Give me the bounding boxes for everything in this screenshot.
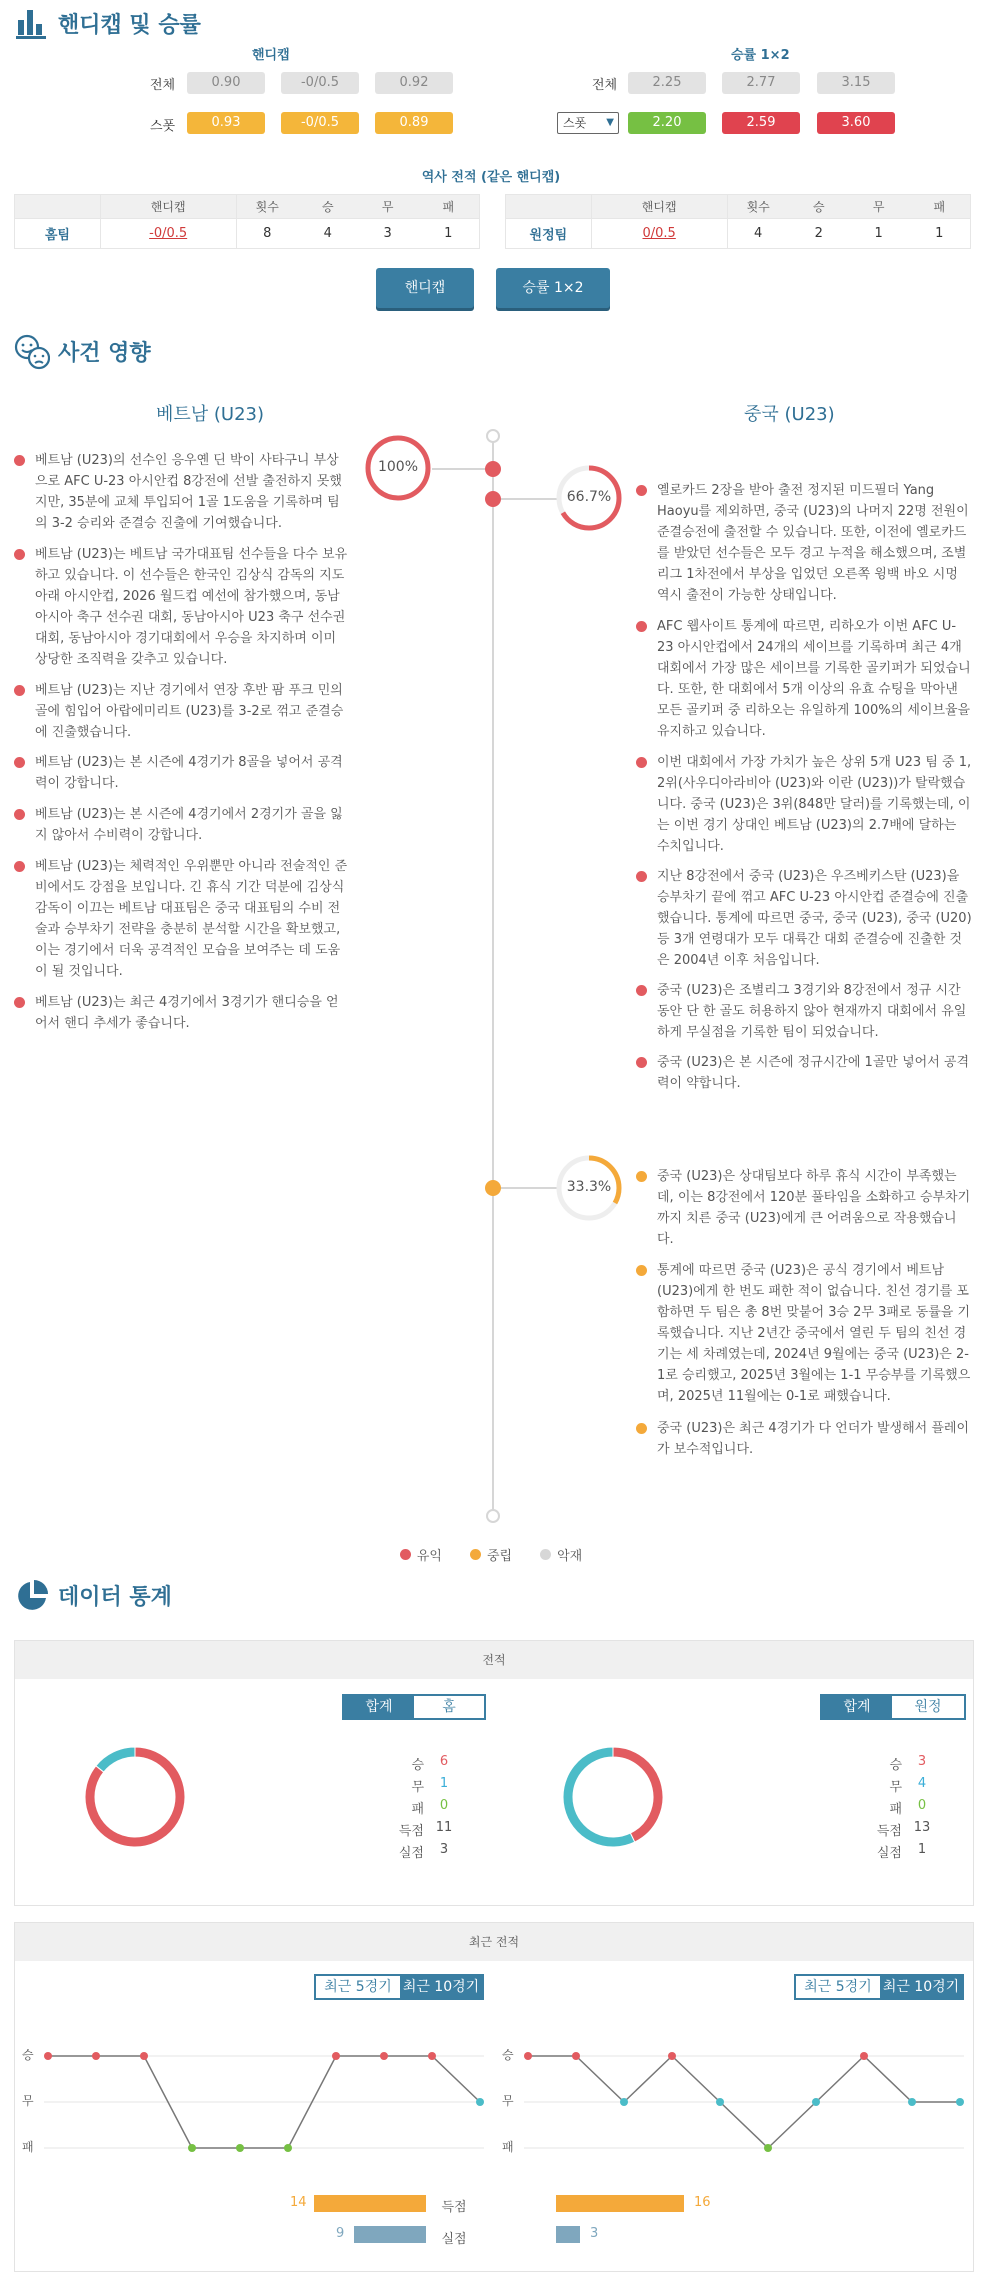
winrate-total-draw: 2.77: [722, 72, 800, 94]
draw-value: 1: [849, 219, 909, 249]
home-ring-connector: [432, 468, 486, 470]
row-label-total: 전체: [150, 78, 176, 93]
stat-label: 득점: [876, 1824, 902, 1839]
stat-row: [388, 1820, 464, 1839]
away-trend-chart: [524, 2040, 964, 2152]
stat-value: 0: [917, 1798, 927, 1813]
result-point: [236, 2144, 244, 2152]
stat-row: [866, 1754, 942, 1773]
team-name: 원정팀: [506, 219, 592, 249]
positive-bullet: [636, 1057, 647, 1068]
handicap-spot-home: 0.93: [187, 112, 265, 134]
stat-label: 무: [889, 1780, 902, 1795]
pie-chart-icon: [14, 1578, 48, 1612]
neutral-bullet: [636, 1265, 647, 1276]
impact-legend: [0, 1545, 982, 1564]
result-point: [764, 2144, 772, 2152]
y-label-win: 승: [502, 2048, 514, 2062]
home-team-heading: 베트남 (U23): [156, 404, 265, 425]
winrate-total-home: 2.25: [628, 72, 706, 94]
list-item: 베트남 (U23)는 지난 경기에서 연장 후반 팜 푸크 민의 골에 힘입어 아랍에미리트 (U23)를 3-2로 꺾고 준결승에 진출했습니다.: [14, 680, 348, 743]
faces-icon: [14, 334, 48, 368]
col-win: 승: [298, 195, 358, 219]
result-point: [428, 2052, 436, 2060]
home-record-toggle: [342, 1694, 486, 1720]
home-trend-chart: [44, 2040, 484, 2152]
list-item: 베트남 (U23)는 최근 4경기에서 3경기가 핸디승을 얻어서 핸디 추세가 좋습니다.: [14, 992, 348, 1034]
bookmaker-select[interactable]: [557, 112, 619, 134]
result-point: [284, 2144, 292, 2152]
list-item: 베트남 (U23)는 베트남 국가대표팀 선수들을 다수 보유하고 있습니다. 이 선수들은 한국인 김상식 감독의 지도 아래 아시안컵, 2026 월드컵 예선에 참가했으며, 동남아시아 축구 선수권 대회, 동남아시아 U23 축구 선수권 대회, 동남아시아 경기대회에서 우승을 차지하며 이미 상당한 조직력을 갖추고 있습니다.: [14, 544, 348, 670]
team-name: 홈팀: [15, 219, 101, 249]
away-team-heading: 중국 (U23): [744, 404, 835, 425]
stat-label: 득점: [398, 1824, 424, 1839]
toggle-last5[interactable]: 최근 5경기: [316, 1976, 400, 1998]
donut-draw-segment: [96, 1747, 135, 1772]
winrate-spot-away: 3.60: [817, 112, 895, 134]
positive-bullet: [14, 549, 25, 560]
history-title: 역사 전적 (같은 핸디캡): [421, 170, 561, 185]
y-label-draw: 무: [22, 2094, 34, 2108]
list-item: 중국 (U23)은 상대팀보다 하루 휴식 시간이 부족했는데, 이는 8강전에서 120분 풀타임을 소화하고 승부차기까지 치른 중국 (U23)에게 큰 어려움으로 작용했습니다.: [636, 1166, 972, 1250]
col-draw: 무: [849, 195, 909, 219]
handicap-link[interactable]: -0/0.5: [149, 226, 188, 241]
positive-bullet: [636, 621, 647, 632]
handicap-button[interactable]: 핸디캡: [376, 268, 474, 308]
winrate-total-away: 3.15: [817, 72, 895, 94]
toggle-total[interactable]: 합계: [344, 1696, 414, 1718]
result-point: [140, 2052, 148, 2060]
count-value: 8: [236, 219, 298, 249]
panel-title: 전적: [15, 1641, 973, 1679]
history-table-home: [14, 194, 480, 249]
stat-label: 패: [889, 1802, 902, 1817]
col-draw: 무: [358, 195, 418, 219]
stat-value: 4: [917, 1776, 927, 1791]
away-conceded-bar: [556, 2226, 580, 2243]
col-handicap: 핸디캡: [591, 195, 727, 219]
list-item: 중국 (U23)은 조별리그 3경기와 8강전에서 정규 시간 동안 단 한 골도 허용하지 않아 현재까지 대회에서 유일하게 무실점을 기록한 팀이 되었습니다.: [636, 980, 972, 1043]
away-conceded-value: 3: [590, 2226, 599, 2241]
stat-value: 3: [439, 1842, 449, 1857]
list-item: 베트남 (U23)는 본 시즌에 4경기가 8골을 넣어서 공격력이 강합니다.: [14, 752, 348, 794]
stat-value: 0: [439, 1798, 449, 1813]
list-item: 옐로카드 2장을 받아 출전 정지된 미드필더 Yang Haoyu를 제외하면, 중국 (U23)의 나머지 22명 전원이 준결승전에 출전할 수 있습니다. 또한, 이전에 옐로카드를 받았던 선수들은 모두 경고 누적을 해소했으며, 조별리그 1차전에서 부상을 입었던 오른쪽 윙백 바오 시멍 역시 출전이 가능한 상태입니다.: [636, 480, 972, 606]
stat-row: [866, 1798, 942, 1817]
positive-bullet: [14, 861, 25, 872]
timeline-start: [486, 429, 500, 443]
history-table-away: [505, 194, 971, 249]
table-row: [15, 219, 480, 249]
handicap-spot-line: -0/0.5: [281, 112, 359, 134]
result-point: [716, 2098, 724, 2106]
stat-row: [866, 1776, 942, 1795]
home-positive-node: [485, 461, 501, 477]
winrate-button[interactable]: 승률 1×2: [496, 268, 610, 308]
row-label-total: 전체: [592, 78, 618, 93]
stat-row: [388, 1798, 464, 1817]
col-win: 승: [789, 195, 849, 219]
away-positive-node: [485, 491, 501, 507]
stat-value: 1: [439, 1776, 449, 1791]
list-item: AFC 웹사이트 통계에 따르면, 리하오가 이번 AFC U-23 아시안컵에서 24개의 세이브를 기록하며 최근 4개 대회에서 가장 많은 세이브를 기록한 골키퍼가 되었습니다. 또한, 한 대회에서 5개 이상의 유효 슈팅을 막아낸 모든 골키퍼 중 리하오는 유일하게 100%의 세이브율을 유지하고 있습니다.: [636, 616, 972, 742]
positive-bullet: [14, 809, 25, 820]
positive-bullet: [636, 485, 647, 496]
stat-label: 무: [411, 1780, 424, 1795]
list-item: 베트남 (U23)는 본 시즌에 4경기에서 2경기가 골을 잃지 않아서 수비력이 강합니다.: [14, 804, 348, 846]
section-title: 데이터 통계: [58, 1584, 172, 1610]
home-record-donut: [76, 1738, 194, 1856]
stat-value: 11: [435, 1820, 453, 1835]
result-point: [332, 2052, 340, 2060]
positive-bullet: [636, 985, 647, 996]
handicap-total-line: -0/0.5: [281, 72, 359, 94]
result-point: [44, 2052, 52, 2060]
result-point: [956, 2098, 964, 2106]
col-loss: 패: [909, 195, 971, 219]
list-item: 베트남 (U23)의 선수인 응우옌 딘 박이 사타구니 부상으로 AFC U-23 아시안컵 8강전에 선발 출전하지 못했지만, 35분에 교체 투입되어 1골 1도움을 기록하며 팀의 3-2 승리와 준결승 진출에 기여했습니다.: [14, 450, 348, 534]
result-point: [572, 2052, 580, 2060]
chevron-down-icon: ▼: [606, 117, 614, 128]
toggle-last5[interactable]: 최근 5경기: [796, 1976, 880, 1998]
win-value: 2: [789, 219, 849, 249]
away-neutral-node: [485, 1180, 501, 1196]
win-value: 4: [298, 219, 358, 249]
stat-value: 1: [917, 1842, 927, 1857]
home-positive-pct: 100%: [377, 459, 419, 475]
col-count: 횟수: [727, 195, 789, 219]
y-label-loss: 패: [502, 2140, 514, 2154]
result-point: [620, 2098, 628, 2106]
stat-label: 실점: [876, 1846, 902, 1861]
away-goals-value: 16: [694, 2195, 711, 2210]
bar-chart-icon: [14, 6, 48, 40]
stat-label: 패: [411, 1802, 424, 1817]
list-item: 이번 대회에서 가장 가치가 높은 상위 5개 U23 팀 중 1, 2위(사우디아라비아 (U23)와 이란 (U23))가 탈락했습니다. 중국 (U23)은 3위(848만 달러)를 기록했는데, 이는 이번 경기 상대인 베트남 (U23)의 2.7배에 달하는 수치입니다.: [636, 752, 972, 857]
list-item: 베트남 (U23)는 체력적인 우위뿐만 아니라 전술적인 준비에서도 강점을 보입니다. 긴 휴식 기간 덕분에 김상식 감독이 이끄는 베트남 대표팀은 중국 대표팀의 수비 전술과 승부차기 전략을 충분히 분석할 시간을 확보했고, 이는 경기에서 더욱 공격적인 모습을 보여주는 데 도움이 될 것입니다.: [14, 856, 348, 982]
result-point: [908, 2098, 916, 2106]
result-point: [380, 2052, 388, 2060]
stat-value: 6: [439, 1754, 449, 1769]
handicap-link[interactable]: 0/0.5: [642, 226, 676, 241]
result-point: [476, 2098, 484, 2106]
handicap-total-away: 0.92: [375, 72, 453, 94]
handicap-group-title: 핸디캡: [252, 48, 290, 63]
count-value: 4: [727, 219, 789, 249]
donut-win-segment: [613, 1747, 663, 1842]
row-label-spot: 스폿: [150, 119, 176, 134]
legend-neutral: 중립: [470, 1545, 512, 1564]
toggle-home[interactable]: 홈: [414, 1696, 484, 1718]
toggle-total[interactable]: 합계: [822, 1696, 892, 1718]
stat-row: [388, 1754, 464, 1773]
handicap-spot-away: 0.89: [375, 112, 453, 134]
neutral-dot: [470, 1549, 481, 1560]
away-record-toggle: [820, 1694, 966, 1720]
result-point: [524, 2052, 532, 2060]
stat-value: 13: [913, 1820, 931, 1835]
winrate-spot-draw: 2.59: [722, 112, 800, 134]
home-conceded-value: 9: [336, 2226, 345, 2241]
table-row: [506, 219, 971, 249]
handicap-total-home: 0.90: [187, 72, 265, 94]
stats-section-header: [14, 1578, 172, 1612]
handicap-section-header: [14, 6, 201, 40]
y-label-loss: 패: [22, 2140, 34, 2154]
stat-row: [866, 1842, 942, 1861]
stat-label: 승: [889, 1758, 902, 1773]
positive-dot: [400, 1549, 411, 1560]
donut-draw-segment: [563, 1747, 635, 1847]
stat-row: [388, 1842, 464, 1861]
result-point: [188, 2144, 196, 2152]
goals-label: 득점: [441, 2200, 467, 2215]
positive-bullet: [14, 757, 25, 768]
y-label-win: 승: [22, 2048, 34, 2062]
positive-bullet: [636, 757, 647, 768]
conceded-label: 실점: [441, 2232, 467, 2247]
away-ring-connector: [501, 498, 557, 500]
loss-value: 1: [909, 219, 971, 249]
toggle-last10[interactable]: 최근 10경기: [400, 1976, 482, 1998]
positive-bullet: [14, 455, 25, 466]
col-loss: 패: [418, 195, 480, 219]
result-point: [860, 2052, 868, 2060]
draw-value: 3: [358, 219, 418, 249]
section-title: 핸디캡 및 승률: [58, 12, 201, 38]
positive-bullet: [14, 685, 25, 696]
positive-bullet: [636, 871, 647, 882]
legend-negative: 악재: [540, 1545, 582, 1564]
neutral-bullet: [636, 1423, 647, 1434]
list-item: 중국 (U23)은 본 시즌에 정규시간에 1골만 넣어서 공격력이 약합니다.: [636, 1052, 972, 1094]
result-point: [92, 2052, 100, 2060]
away-neutral-pct: 33.3%: [566, 1179, 612, 1195]
toggle-away[interactable]: 원정: [892, 1696, 964, 1718]
timeline-line: [492, 436, 494, 1516]
list-item: 통계에 따르면 중국 (U23)은 공식 경기에서 베트남 (U23)에게 한 번도 패한 적이 없습니다. 친선 경기를 포함하면 두 팀은 총 8번 맞붙어 3승 2무 3패로 동률을 기록했습니다. 지난 2년간 중국에서 열린 두 팀의 친선 경기는 세 차례였는데, 2024년 9월에는 중국 (U23)은 2-1로 승리했고, 2025년 3월에는 1-1 무승부를 기록했으며, 2025년 11월에는 0-1로 패했습니다.: [636, 1260, 972, 1407]
home-recent-toggle: [314, 1974, 484, 2000]
panel-title: 최근 전적: [15, 1923, 973, 1961]
winrate-spot-home: 2.20: [628, 112, 706, 134]
legend-positive: 유익: [400, 1545, 442, 1564]
away-recent-toggle: [794, 1974, 964, 2000]
home-conceded-bar: [354, 2226, 426, 2243]
loss-value: 1: [418, 219, 480, 249]
result-point: [812, 2098, 820, 2106]
stat-label: 실점: [398, 1846, 424, 1861]
stat-row: [388, 1776, 464, 1795]
away-record-donut: [554, 1738, 672, 1856]
list-item: 지난 8강전에서 중국 (U23)은 우즈베키스탄 (U23)을 승부차기 끝에 꺾고 AFC U-23 아시안컵 준결승에 진출했습니다. 통계에 따르면 중국, 중국 (U23), 중국 (U20)등 3개 연령대가 모두 대륙간 대회 준결승에 진출한 것은 2004년 이후 처음입니다.: [636, 866, 972, 971]
stat-label: 승: [411, 1758, 424, 1773]
select-value: 스폿: [563, 116, 587, 130]
toggle-last10[interactable]: 최근 10경기: [880, 1976, 962, 1998]
stat-row: [866, 1820, 942, 1839]
list-item: 중국 (U23)은 최근 4경기가 다 언더가 발생해서 플레이가 보수적입니다.: [636, 1418, 972, 1460]
section-title: 사건 영향: [58, 340, 151, 366]
positive-bullet: [14, 997, 25, 1008]
timeline-end: [486, 1509, 500, 1523]
away-goals-bar: [556, 2195, 684, 2212]
col-count: 횟수: [236, 195, 298, 219]
y-label-draw: 무: [502, 2094, 514, 2108]
home-goals-value: 14: [290, 2195, 307, 2210]
result-point: [668, 2052, 676, 2060]
impact-section-header: [14, 334, 151, 368]
col-handicap: 핸디캡: [100, 195, 236, 219]
winrate-group-title: 승률 1×2: [731, 48, 790, 63]
away-neutral-connector: [501, 1187, 557, 1189]
away-positive-pct: 66.7%: [566, 489, 612, 505]
home-goals-bar: [314, 2195, 426, 2212]
stat-value: 3: [917, 1754, 927, 1769]
neutral-bullet: [636, 1171, 647, 1182]
negative-dot: [540, 1549, 551, 1560]
